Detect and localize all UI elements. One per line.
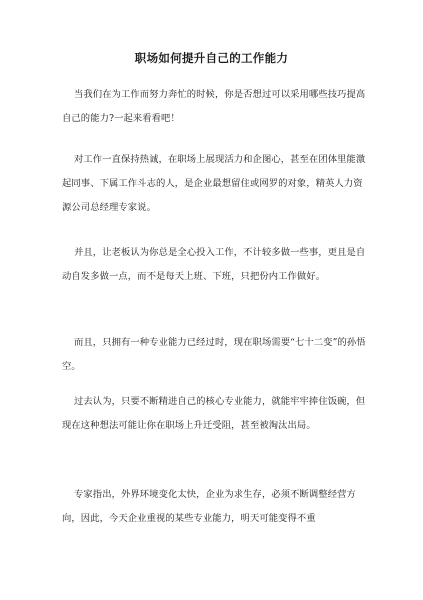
paragraph-3: 并且，让老板认为你总是全心投入工作，不计较多做一些事，更且是自动自发多做一点，而不是每天上班、下班，只把份内工作做好。: [62, 247, 366, 283]
paragraph-5: 过去认为，只要不断精进自己的核心专业能力，就能牢牢捧住饭碗，但现在这种想法可能让你在职场上升迁受阻，甚至被淘汰出局。: [62, 396, 366, 432]
paragraph-2: 对工作一直保持热诚，在职场上展现活力和企图心，甚至在团体里能激起同事、下属工作斗志的人，是企业最想留住或网罗的对象，精英人力资源公司总经理专家说。: [62, 154, 366, 214]
document-title: 职场如何提升自己的工作能力: [134, 51, 289, 65]
paragraph-4: 而且，只拥有一种专业能力已经过时，现在职场需要“七十二变”的孙悟空。: [62, 337, 366, 373]
paragraph-6: 专家指出，外界环境变化太快，企业为求生存，必须不断调整经营方向，因此，今天企业重视的某些专业能力，明天可能变得不重: [62, 489, 356, 525]
paragraph-1: 当我们在为工作而努力奔忙的时候，你是否想过可以采用哪些技巧提高自己的能力?一起来看看吧！: [62, 89, 366, 125]
